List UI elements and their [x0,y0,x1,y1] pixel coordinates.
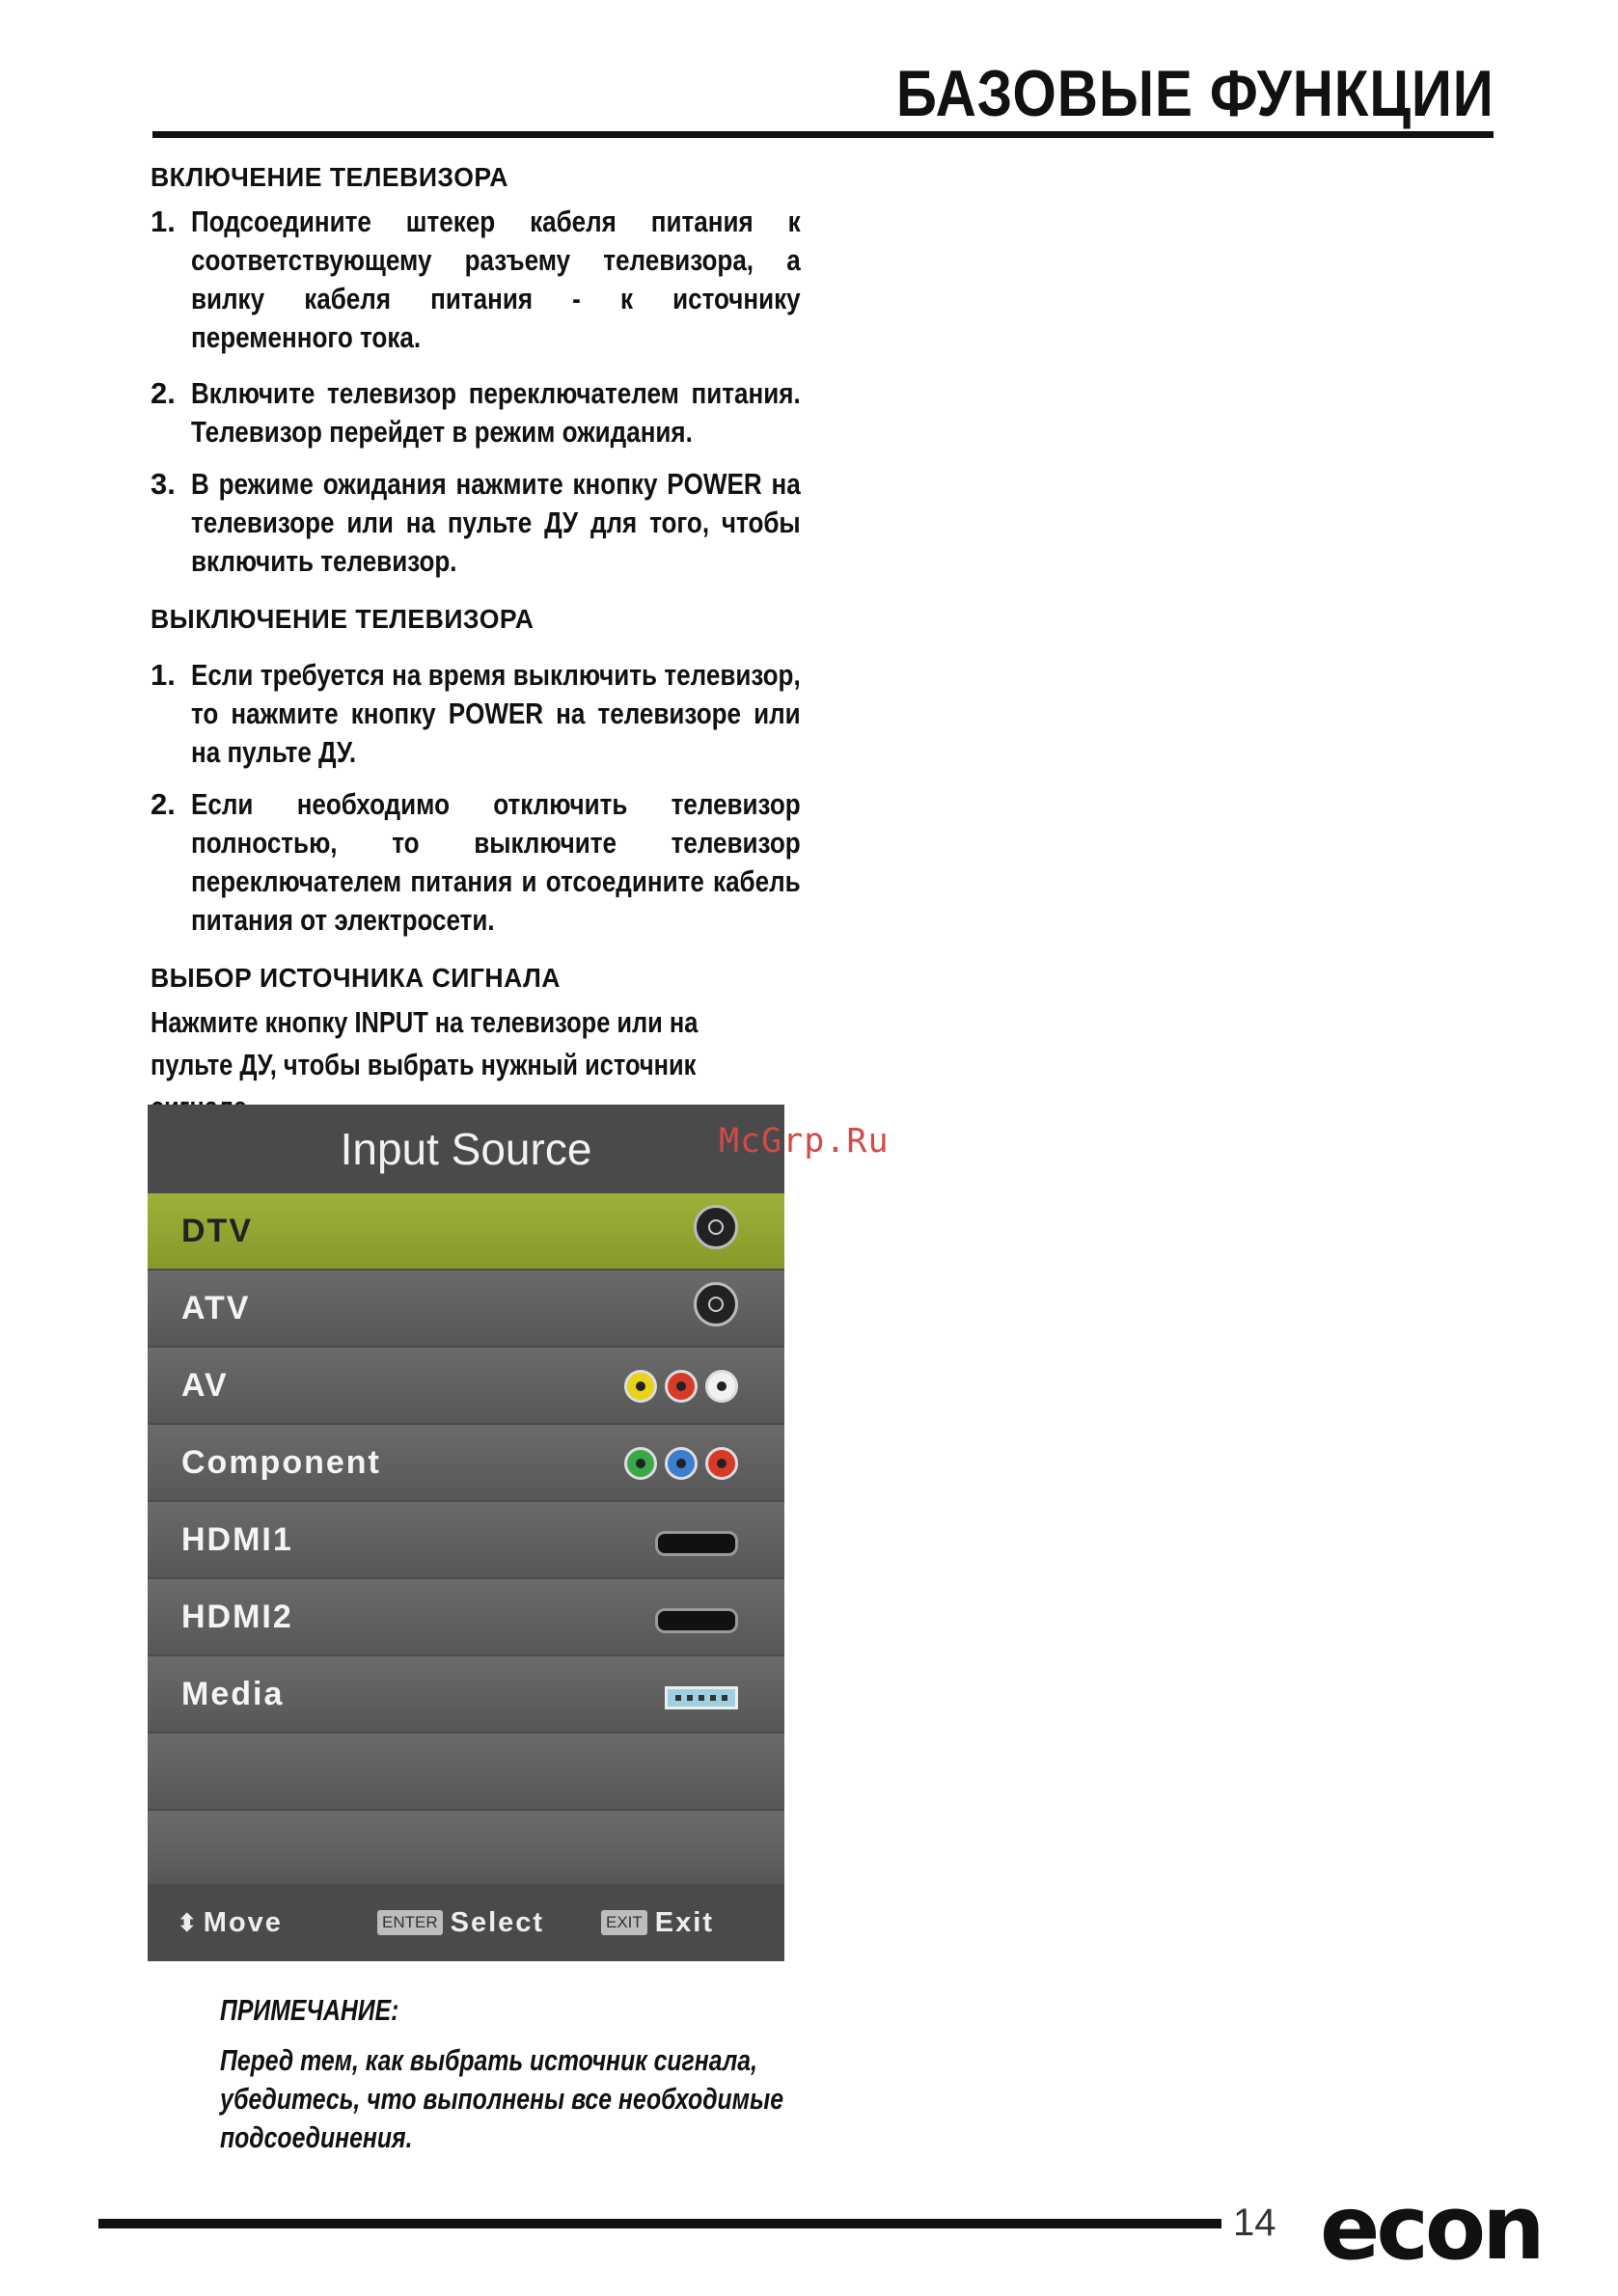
menu-item-hdmi2[interactable] [148,1579,784,1656]
menu-item-dtv[interactable] [148,1193,784,1271]
input-source-menu [148,1105,784,1961]
list-item-number: 3. [151,467,176,501]
menu-item-label: HDMI2 [181,1599,293,1635]
menu-item-label: Media [181,1676,285,1712]
hdmi-port-icon [655,1608,738,1633]
menu-item-atv[interactable] [148,1271,784,1348]
list-item-text: В режиме ожидания нажмите кнопку POWER на телевизоре или на пульте ДУ для того, чтобы включить телевизор. [191,467,801,578]
watermark: McGrp.Ru [719,1122,890,1161]
menu-empty-row [148,1811,784,1884]
menu-item-hdmi1[interactable] [148,1502,784,1579]
exit-key-icon: EXIT [601,1910,647,1935]
header-rule [152,131,1494,138]
move-hint [177,1884,283,1961]
menu-item-label: Component [181,1444,381,1481]
rca-green-blue-red-icon [624,1446,738,1481]
note-text: Перед тем, как выбрать источник сигнала, убедитесь, что выполнены все необходимые подсоединения. [220,2043,783,2154]
list-item-text: Включите телевизор переключателем питания. Телевизор перейдет в режим ожидания. [191,376,801,449]
section-title-power-on: ВКЛЮЧЕНИЕ ТЕЛЕВИЗОРА [151,162,508,192]
menu-item-label: DTV [181,1213,253,1249]
page-header-title: БАЗОВЫЕ ФУНКЦИИ [896,57,1495,130]
menu-item-media[interactable] [148,1656,784,1734]
rca-yellow-red-white-icon [624,1369,738,1404]
hdmi-port-icon [655,1531,738,1556]
section-paragraph: Нажмите кнопку INPUT на телевизоре или на пульте ДУ, чтобы выбрать нужный источник [151,1005,699,1081]
list-item-text: Подсоедините штекер кабеля питания к соответствующему разъему телевизора, а вилку кабеля питания - к источнику переменного тока. [191,205,801,354]
move-label: Move [203,1907,283,1938]
menu-item-component[interactable] [148,1425,784,1502]
list-item-text: Если требуется на время выключить телевизор, то нажмите кнопку POWER на телевизоре или на пульте ДУ. [191,658,801,769]
menu-item-label: AV [181,1367,229,1404]
antenna-icon [694,1282,738,1326]
footer-rule [98,2219,1221,2228]
section-title-power-off: ВЫКЛЮЧЕНИЕ ТЕЛЕВИЗОРА [151,604,535,634]
antenna-icon [694,1205,738,1249]
menu-title: Input Source [148,1105,784,1193]
exit-hint [601,1884,714,1961]
up-down-arrow-icon: ⬍ [177,1908,200,1937]
list-item-number: 2. [151,787,176,821]
page-number: 14 [1233,2201,1276,2244]
select-label: Select [450,1907,545,1938]
menu-item-label: ATV [181,1290,251,1326]
enter-key-icon: ENTER [377,1910,443,1935]
menu-item-label: HDMI1 [181,1521,293,1558]
usb-port-icon [665,1686,738,1709]
menu-item-av[interactable] [148,1348,784,1425]
exit-label: Exit [654,1907,714,1938]
list-item-text: Если необходимо отключить телевизор полностью, то выключите телевизор переключателем питания и отсоедините кабель питания от электросети. [191,787,801,937]
list-item-number: 2. [151,376,176,410]
brand-logo: econ [1320,2176,1542,2280]
section-title-input-source: ВЫБОР ИСТОЧНИКА СИГНАЛА [151,963,561,993]
list-item-number: 1. [151,205,176,238]
note-title: ПРИМЕЧАНИЕ: [220,1993,399,2027]
menu-empty-row [148,1734,784,1811]
menu-footer [148,1884,784,1961]
list-item-number: 1. [151,658,176,692]
select-hint [377,1884,544,1961]
